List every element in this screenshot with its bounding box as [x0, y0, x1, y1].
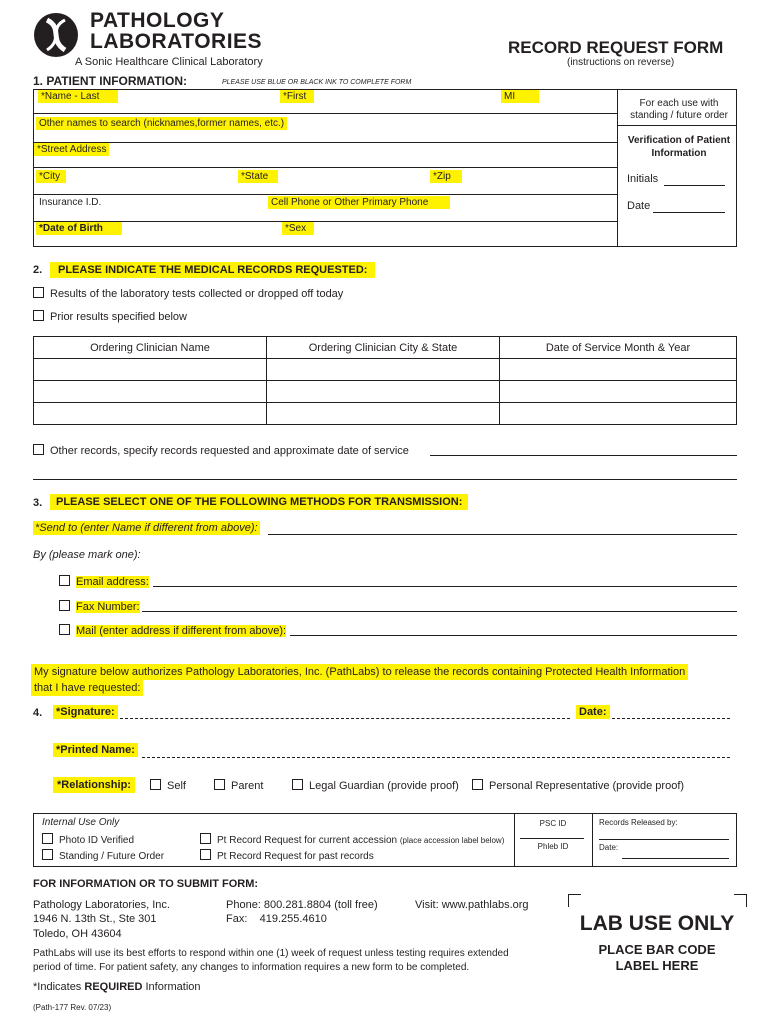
checkbox-mail[interactable]: [59, 624, 70, 635]
section2-heading: PLEASE INDICATE THE MEDICAL RECORDS REQUESTED:: [50, 262, 375, 278]
prior-results-table: [33, 336, 737, 425]
info-heading: FOR INFORMATION OR TO SUBMIT FORM:: [33, 878, 259, 890]
signature-date-label: Date:: [576, 705, 610, 719]
form-title: RECORD REQUEST FORM: [508, 38, 724, 57]
mi-field[interactable]: MI: [501, 90, 539, 103]
state-field[interactable]: *State: [238, 170, 278, 183]
send-to-label: *Send to (enter Name if different from above):: [35, 522, 258, 534]
required-note: *Indicates REQUIRED Information: [33, 981, 201, 993]
section3-number: 3.: [33, 497, 43, 509]
psc-id-label: PSC ID: [539, 819, 567, 828]
revision-code: (Path-177 Rev. 07/23): [33, 1003, 112, 1012]
option-past-records[interactable]: Pt Record Request for past records: [200, 849, 374, 862]
mail-input[interactable]: [290, 635, 737, 636]
section3-heading: PLEASE SELECT ONE OF THE FOLLOWING METHODS FOR TRANSMISSION:: [50, 494, 468, 510]
option-standing-order[interactable]: Standing / Future Order: [42, 849, 164, 862]
relationship-representative[interactable]: Personal Representative (provide proof): [472, 779, 684, 792]
checkbox-guardian[interactable]: [292, 779, 303, 790]
col-clinician-city-state: Ordering Clinician City & State: [267, 337, 500, 359]
company-phone: Phone: 800.281.8804 (toll free): [226, 899, 378, 911]
name-last-field[interactable]: *Name - Last: [38, 90, 118, 103]
initials-label: Initials: [627, 173, 659, 185]
corner-top-right: [734, 894, 747, 907]
checkbox-parent[interactable]: [214, 779, 225, 790]
logo-line1: PATHOLOGY: [90, 9, 225, 32]
records-released-by-label: Records Released by:: [599, 818, 678, 827]
checkbox-fax[interactable]: [59, 600, 70, 611]
option-fax[interactable]: Fax Number:: [59, 600, 140, 613]
response-notice: PathLabs will use its best efforts to respond within one (1) week of request unless testing requires extended period of time. For patient safety, any changes to information requires a new form to be completed.: [33, 948, 509, 973]
table-row[interactable]: [34, 359, 737, 381]
insurance-id-field[interactable]: Insurance I.D.: [39, 197, 102, 208]
ink-note: PLEASE USE BLUE OR BLACK INK TO COMPLETE FORM: [222, 79, 412, 86]
section1-heading: 1. PATIENT INFORMATION:: [33, 74, 187, 88]
barcode-line2: LABEL HERE: [615, 958, 699, 973]
authorization-line2: that I have requested:: [31, 680, 143, 696]
authorization-text: [31, 664, 688, 696]
by-label: By (please mark one):: [33, 549, 141, 561]
internal-date-label: Date:: [599, 843, 619, 852]
signature-label: *Signature:: [53, 705, 118, 719]
checkbox-representative[interactable]: [472, 779, 483, 790]
barcode-area: [568, 894, 748, 984]
checkbox-standing-order[interactable]: [42, 849, 53, 860]
authorization-line1: My signature below authorizes Pathology Laboratories, Inc. (PathLabs) to release the records containing Protected Health Information: [31, 664, 688, 680]
fax-input[interactable]: [142, 611, 737, 612]
side-use-note: For each use with standing / future order: [630, 98, 728, 121]
printed-name-input[interactable]: [142, 757, 730, 758]
barcode-line1: PLACE BAR CODE: [598, 942, 716, 957]
relationship-guardian[interactable]: Legal Guardian (provide proof): [292, 779, 459, 792]
signature-input[interactable]: [120, 718, 570, 719]
table-row[interactable]: [34, 403, 737, 425]
section4-number: 4.: [33, 707, 43, 719]
printed-name-label: *Printed Name:: [53, 743, 138, 757]
table-row[interactable]: [34, 381, 737, 403]
other-records-input-line2[interactable]: [33, 479, 737, 480]
psc-id-input[interactable]: [520, 838, 584, 839]
phleb-id-label: Phleb ID: [537, 842, 569, 851]
company-address2: Toledo, OH 43604: [33, 928, 122, 940]
email-input[interactable]: [153, 586, 737, 587]
checkbox-current-accession[interactable]: [200, 833, 211, 844]
company-website: Visit: www.pathlabs.org: [415, 899, 529, 911]
first-name-field[interactable]: *First: [280, 90, 314, 103]
checkbox-past-records[interactable]: [200, 849, 211, 860]
company-fax: Fax: 419.255.4610: [226, 913, 327, 925]
logo: [33, 10, 293, 70]
initials-input[interactable]: [664, 185, 725, 186]
internal-date-input[interactable]: [622, 858, 729, 859]
signature-date-input[interactable]: [612, 718, 730, 719]
option-email[interactable]: Email address:: [59, 575, 149, 588]
form-subtitle: (instructions on reverse): [567, 57, 675, 68]
internal-use-box: [33, 813, 737, 867]
verification-title: Verification of Patient Information: [627, 135, 731, 159]
other-names-field[interactable]: Other names to search (nicknames,former names, etc.): [36, 117, 287, 130]
company-address1: 1946 N. 13th St., Ste 301: [33, 913, 157, 925]
logo-line2: LABORATORIES: [90, 30, 263, 53]
option-current-accession[interactable]: Pt Record Request for current accession (place accession label below): [200, 833, 504, 846]
street-address-field[interactable]: *Street Address: [34, 143, 109, 156]
send-to-input[interactable]: [268, 534, 737, 535]
checkbox-today-results[interactable]: [33, 287, 44, 298]
verification-date-input[interactable]: [653, 212, 725, 213]
option-other-records[interactable]: Other records, specify records requested and approximate date of service: [33, 444, 409, 457]
relationship-parent[interactable]: Parent: [214, 779, 263, 792]
date-of-birth-field[interactable]: *Date of Birth: [36, 222, 122, 235]
col-date-of-service: Date of Service Month & Year: [500, 337, 737, 359]
section2-number: 2.: [33, 264, 43, 276]
tagline: A Sonic Healthcare Clinical Laboratory: [75, 56, 263, 68]
internal-use-title: Internal Use Only: [42, 817, 120, 828]
city-field[interactable]: *City: [36, 170, 66, 183]
zip-field[interactable]: *Zip: [430, 170, 462, 183]
verification-date-label: Date: [627, 200, 651, 212]
logo-mark-icon: [33, 12, 79, 58]
patient-info-box: [33, 89, 737, 247]
sex-field[interactable]: *Sex: [282, 222, 314, 235]
checkbox-prior-results[interactable]: [33, 310, 44, 321]
checkbox-email[interactable]: [59, 575, 70, 586]
other-records-input[interactable]: [430, 455, 737, 456]
relationship-self[interactable]: Self: [150, 779, 186, 792]
relationship-label: *Relationship:: [53, 777, 135, 793]
option-prior-results[interactable]: Prior results specified below: [33, 310, 187, 323]
checkbox-other-records[interactable]: [33, 444, 44, 455]
company-name: Pathology Laboratories, Inc.: [33, 899, 170, 911]
option-today-results[interactable]: Results of the laboratory tests collected or dropped off today: [33, 287, 343, 300]
lab-use-only: LAB USE ONLY: [579, 912, 735, 935]
records-released-by-input[interactable]: [599, 839, 729, 840]
option-mail[interactable]: Mail (enter address if different from above):: [59, 624, 286, 637]
cell-phone-field[interactable]: Cell Phone or Other Primary Phone: [268, 196, 450, 209]
checkbox-photo-id[interactable]: [42, 833, 53, 844]
checkbox-self[interactable]: [150, 779, 161, 790]
corner-top-left: [568, 894, 581, 907]
accession-note: (place accession label below): [399, 836, 505, 845]
col-clinician-name: Ordering Clinician Name: [34, 337, 267, 359]
table-header-row: [34, 337, 737, 359]
option-photo-id[interactable]: Photo ID Verified: [42, 833, 134, 846]
